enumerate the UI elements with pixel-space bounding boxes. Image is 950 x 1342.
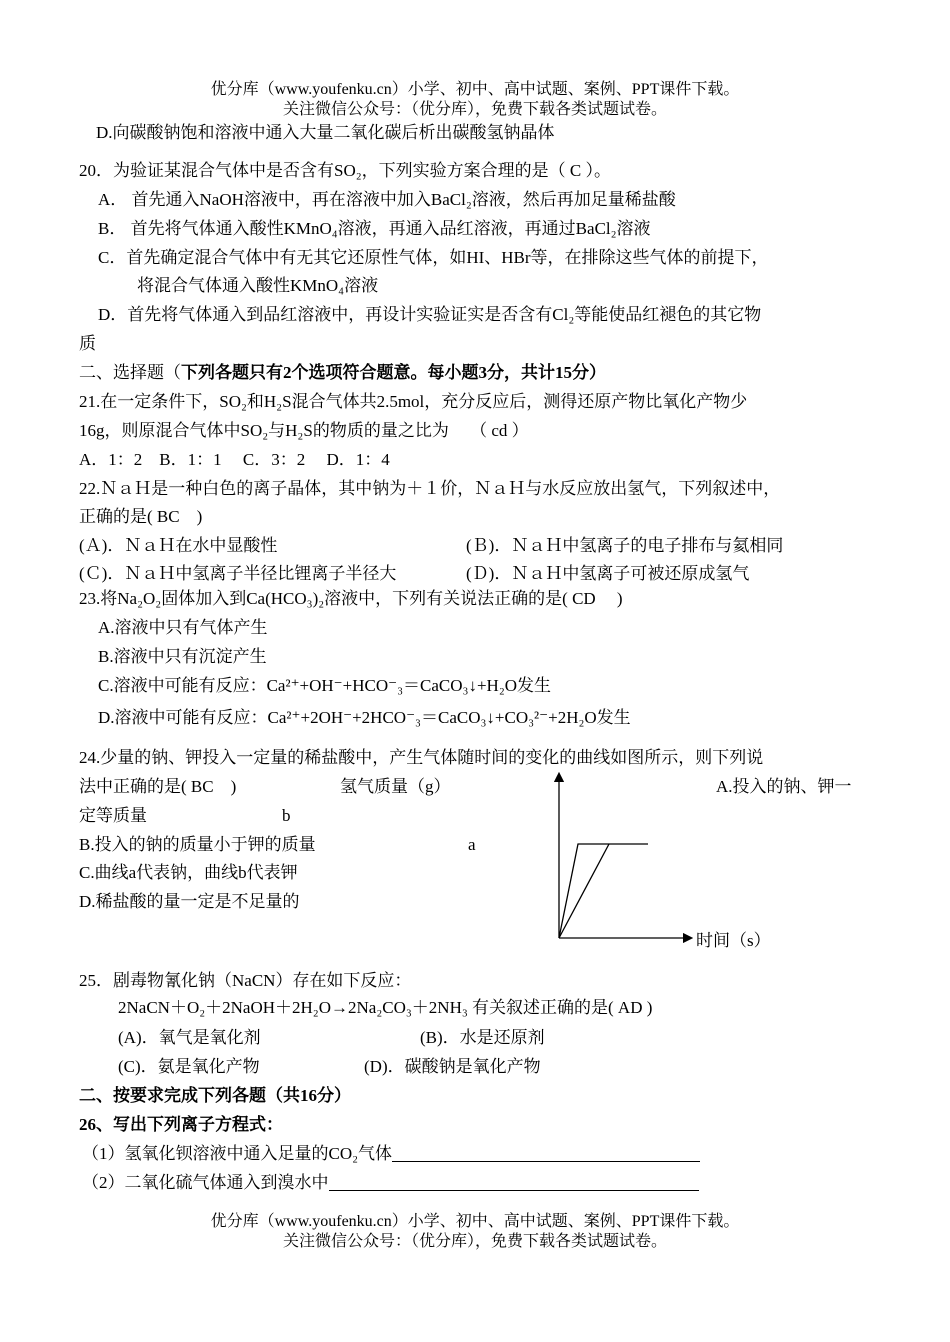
q25-option-a: (A)．氧气是氧化剂 <box>118 1028 261 1047</box>
q26-part-2-answer-blank[interactable] <box>329 1173 699 1191</box>
q24-stem-line-2: 法中正确的是( BC ) <box>79 777 237 796</box>
q25-option-b: (B)．水是还原剂 <box>420 1028 545 1047</box>
q26-part-1-text: （1）氢氧化钡溶液中通入足量的CO₂气体 <box>82 1144 393 1163</box>
q22-stem-line-1: 22.ＮａＨ是一种白色的离子晶体，其中钠为＋１价，ＮａＨ与水反应放出氢气，下列叙述中， <box>79 479 781 498</box>
graph-x-axis-label: 时间（s） <box>696 931 771 950</box>
q26-part-1 <box>82 1143 700 1165</box>
q26-part-2 <box>82 1172 699 1194</box>
q20-option-b: B． 首先将气体通入酸性KMnO₄溶液，再通入品红溶液，再通过BaCl₂溶液 <box>98 219 651 238</box>
curve-b <box>559 844 648 938</box>
q22-stem-line-2: 正确的是( BC ) <box>79 507 203 526</box>
q22-option-c: (Ｃ)．ＮａＨ中氢离子半径比锂离子半径大 <box>79 564 397 583</box>
section-2-instructions: 下列各题只有2个选项符合题意。每小题3分，共计15分） <box>181 363 606 382</box>
section-3-heading: 二、按要求完成下列各题（共16分） <box>79 1086 351 1105</box>
q21-stem-line-2: 16g，则原混合气体中SO₂与H₂S的物质的量之比为 （ cd ） <box>79 421 529 440</box>
q20-option-c-line-2: 将混合气体通入酸性KMnO₄溶液 <box>137 276 379 295</box>
q26-part-2-text: （2）二氧化硫气体通入到溴水中 <box>82 1173 329 1192</box>
section-2-prefix: 二、选择题（ <box>79 363 181 382</box>
q24-option-d: D.稀盐酸的量一定是不足量的 <box>79 892 300 911</box>
q26-stem: 26、写出下列离子方程式： <box>79 1115 283 1134</box>
q24-option-c: C.曲线a代表钠，曲线b代表钾 <box>79 863 298 882</box>
q25-stem: 25．剧毒物氰化钠（NaCN）存在如下反应： <box>79 971 412 990</box>
q23-stem: 23.将Na₂O₂固体加入到Ca(HCO₃)₂溶液中，下列有关说法正确的是( CD ) <box>79 589 623 608</box>
q23-option-a: A.溶液中只有气体产生 <box>98 618 268 637</box>
page-footer-line-1: 优分库（www.youfenku.cn）小学、初中、高中试题、案例、PPT课件下载。 <box>210 1213 740 1230</box>
curve-a-label: a <box>468 835 476 854</box>
q20-option-d-line-1: D．首先将气体通入到品红溶液中，再设计实验证实是否含有Cl₂等能使品红褪色的其它物 <box>98 305 762 324</box>
q22-option-a: (Ａ)．ＮａＨ在水中显酸性 <box>79 536 278 555</box>
q25-option-c: (C)．氨是氧化产物 <box>118 1057 260 1076</box>
q24-stem-line-1: 24.少量的钠、钾投入一定量的稀盐酸中，产生气体随时间的变化的曲线如图所示，则下列说 <box>79 748 764 767</box>
q23-option-b: B.溶液中只有沉淀产生 <box>98 647 267 666</box>
q26-part-1-answer-blank[interactable] <box>392 1144 700 1162</box>
q25-option-d: (D)．碳酸钠是氧化产物 <box>364 1057 541 1076</box>
q24-option-a-line-2: 定等质量 <box>79 806 147 825</box>
q22-option-b: (Ｂ)．ＮａＨ中氢离子的电子排布与氦相同 <box>466 536 784 555</box>
q20-option-c-line-1: C．首先确定混合气体中有无其它还原性气体，如HI、HBr等，在排除这些气体的前提下， <box>98 248 769 267</box>
q23-option-d: D.溶液中可能有反应：Ca²⁺+2OH⁻+2HCO⁻₃＝CaCO₃↓+CO₃²⁻+2H₂O发生 <box>98 708 631 727</box>
q20-option-d-line-2: 质 <box>79 334 96 353</box>
q22-option-d: (Ｄ)．ＮａＨ中氢离子可被还原成氢气 <box>466 564 750 583</box>
curve-a <box>559 844 609 938</box>
q21-options: A．1：2 B．1：1 C．3：2 D．1：4 <box>79 450 390 469</box>
q24-option-b: B.投入的钠的质量小于钾的质量 <box>79 835 316 854</box>
q24-option-a-line-1: A.投入的钠、钾一 <box>716 777 852 796</box>
q25-equation: 2NaCN＋O₂＋2NaOH＋2H₂O→2Na₂CO₃＋2NH₃ 有关叙述正确的是( AD ) <box>118 998 653 1017</box>
page-header-line-2: 关注微信公众号：（优分库），免费下载各类试题试卷。 <box>282 101 667 118</box>
q21-stem-line-1: 21.在一定条件下，SO₂和H₂S混合气体共2.5mol，充分反应后，测得还原产物比氧化产物少 <box>79 392 748 411</box>
curve-b-label: b <box>282 806 291 825</box>
q20-option-a: A． 首先通入NaOH溶液中，再在溶液中加入BaCl₂溶液，然后再加足量稀盐酸 <box>98 190 676 209</box>
q20-stem: 20．为验证某混合气体中是否含有SO₂，下列实验方案合理的是（ C ）。 <box>79 161 611 180</box>
q19-option-d: D.向碳酸钠饱和溶液中通入大量二氧化碳后析出碳酸氢钠晶体 <box>96 123 555 142</box>
q23-option-c: C.溶液中可能有反应：Ca²⁺+OH⁻+HCO⁻₃＝CaCO₃↓+H₂O发生 <box>98 676 552 695</box>
graph-y-axis-label: 氢气质量（g） <box>340 777 451 796</box>
page-footer-line-2: 关注微信公众号：（优分库），免费下载各类试题试卷。 <box>282 1233 667 1250</box>
page-header-line-1: 优分库（www.youfenku.cn）小学、初中、高中试题、案例、PPT课件下载。 <box>210 81 740 98</box>
